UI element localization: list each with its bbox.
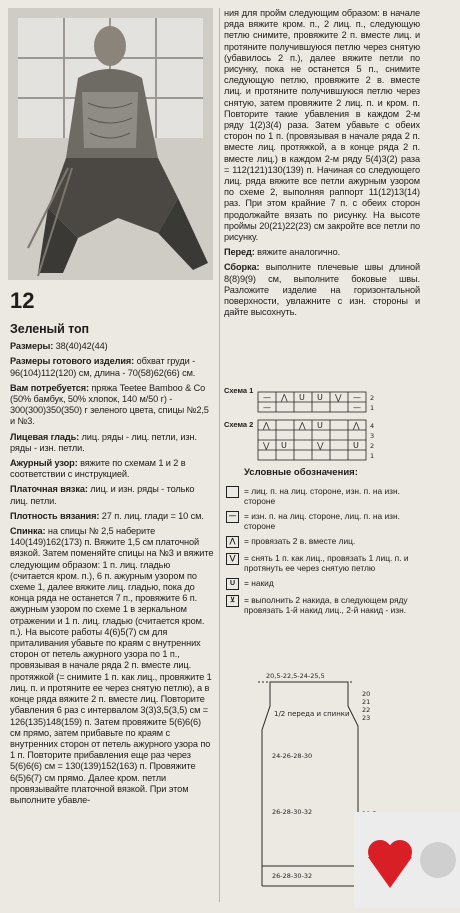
paragraph-front: Перед: вяжите аналогично. (224, 247, 341, 258)
svg-text:—: — (353, 403, 361, 412)
scheme-1-row-2: 2 (370, 394, 375, 402)
scheme-2-row-1: 1 (370, 452, 375, 460)
side-measure-1: 20 (362, 690, 371, 698)
model-photo (8, 8, 213, 280)
paragraph-finished-size: Размеры готового изделия: обхват груди - 96(104)112(120) см, длина - 70(58)62(66) см. (10, 356, 196, 378)
svg-text:⋀: ⋀ (263, 421, 270, 430)
yarn-over-symbol-icon: U (226, 578, 239, 590)
scheme-2-row-4: 4 (370, 422, 375, 430)
column-divider (219, 8, 220, 902)
paragraph-lace: Ажурный узор: вяжите по схемам 1 и 2 в соответствии с инструкцией. (10, 458, 186, 480)
left-column (10, 324, 214, 810)
bottom-width-label: 26-28-30-32 (272, 872, 313, 880)
article-title: Зеленый топ (10, 322, 89, 336)
watermark-logo (354, 812, 460, 908)
piece-label: 1/2 переда и спинки (274, 710, 350, 718)
paragraph-armholes: ния для пройм следующим образом: в начале ряда вяжите кром. п., 2 лиц. п., следующую петлю снимите, провяжите 2 п. вместе лиц. и протяните получившуюся петлю через снятую (убавилось 2 п.), далее вяжите петли по рисунку, пока не останется 5 п., снимите следующую петлю, провяжите 2 в. вместе лиц. и протяните получившуюся петлю через снятую, затем провяжите 2 лиц. п. и кром. п. Повторите такие убавления в каждом 2-м ряду 1(2)3(4) раза. Затем убавьте с обеих сторон по 1 п. (провязывая в начале ряда 2 п. вместе лиц. протяжкой, а в конце ряда 2 п. вместе лиц.) в каждом 2-м ряду 5(4)3(2) раза = 112(121)130(139) п. Начиная со следующего лиц. ряда вяжите все петли ажурным узором по схеме 2, выполняя раппорт 11(12)13(14) раз. При этом крайние 7 п. с обеих сторон продолжайте вязать по рисунку. На высоте проймы 20(21)22(23) см закройте все петли по рисунку. (224, 8, 420, 243)
svg-text:U: U (317, 421, 323, 430)
paragraph-back: Спинка: на спицы № 2,5 наберите 140(149)162(173) п. Вяжите 1,5 см платочной вязкой. Затем поменяйте спицы на №3 и вяжите следующим образом: 1 п. лиц. гладью (считается кром. п.), 6 п. ажурным узором по схеме 1, далее вяжите лиц. гладью, пока до конца ряда не останется 7 п., провяжите 6 п. ажурным узором по схеме 1 в зеркальном отражении и 1 п. лиц. гладью (считается кром. п.). На высоте работы 4(6)5(7) см для приталивания убавьте по краям с внутренних сторон от петель ажурного узора по 1 п., провязывая в начале ряда 2 п. вместе лиц. протяжкой (= снимите 1 п. как лиц., провяжите 1 лиц. п. и протяните ее через снятую петлю), а в конце ряда вяжите 2 п. вместе лиц. Повторите убавления 6 раз с интервалом 3(3)3,5(3,5) см = 126(135)148(159) п. Затем провяжите 5(6)6(6) см прямо, затем прибавьте по краям с внутренних сторон от петель ажурного узора по 1 п. Повторите прибавления еще раз через 5(6)6(6) см = 130(139)152(163) п. Провяжите 6(5)6(7) см прямо. Далее кром. петли провязывайте платочной вязкой. При этом выполните убавле- (10, 526, 214, 805)
paragraph-assembly: Сборка: выполните плечевые швы длиной 8(8)9(9) см, выполните боковые швы. Разложите изделие на горизонтальной поверхности, увлажните с изн. стороны и дайте высохнуть. (224, 262, 420, 318)
purl-symbol-icon: — (226, 511, 239, 523)
side-measure-2: 21 (362, 698, 371, 706)
waist-width-label: 26-28-30-32 (272, 808, 313, 816)
right-column (224, 8, 420, 322)
svg-text:U: U (317, 393, 323, 402)
symbol-double-yo: ⊻ = выполнить 2 накида, в следующем ряду провязать 1-й накид лиц., 2-й накид - изн. (226, 595, 426, 615)
svg-text:⋁: ⋁ (263, 441, 270, 450)
page-number: 12 (10, 288, 35, 313)
symbol-knit: = лиц. п. на лиц. стороне, изн. п. на изн. стороне (226, 486, 426, 506)
svg-text:⋀: ⋀ (353, 421, 360, 430)
symbol-skp: ⋁ = снять 1 п. как лиц., провязать 1 лиц. п. и протянуть ее через снятую петлю (226, 553, 426, 573)
svg-text:U: U (281, 441, 287, 450)
symbol-purl: — = изн. п. на лиц. стороне, лиц. п. на изн. стороне (226, 511, 426, 531)
skp-symbol-icon: ⋁ (226, 553, 239, 565)
svg-text:⋁: ⋁ (317, 441, 324, 450)
scheme-2-chart (254, 418, 384, 464)
paragraph-gauge: Плотность вязания: 27 п. лиц. глади = 10 см. (10, 510, 204, 521)
scheme-1-row-1: 1 (370, 404, 375, 412)
svg-text:⋀: ⋀ (281, 393, 288, 402)
symbols-legend (226, 486, 426, 620)
scheme-2-row-2: 2 (370, 442, 375, 450)
side-measure-3: 22 (362, 706, 371, 714)
svg-text:—: — (263, 393, 271, 402)
svg-text:U: U (353, 441, 359, 450)
mid-width-label: 24-26-28-30 (272, 752, 313, 760)
paragraph-materials: Вам потребуется: пряжа Teetee Bamboo & Co (50% бамбук, 50% хлопок, 140 м/50 г) - 300(300)350(350) г зеленого цвета, спицы №2,5 и №3. (10, 382, 209, 427)
scheme-1-label: Схема 1 (224, 386, 254, 395)
svg-text:⋁: ⋁ (335, 393, 342, 402)
knit-symbol-icon (226, 486, 239, 498)
symbol-yo: U = накид (226, 578, 426, 590)
scheme-1-chart (254, 390, 384, 416)
paragraph-sizes: Размеры: 38(40)42(44) (10, 341, 108, 352)
svg-text:U: U (299, 393, 305, 402)
side-measure-4: 23 (362, 714, 371, 722)
svg-text:⋀: ⋀ (299, 421, 306, 430)
double-yarn-over-symbol-icon: ⊻ (226, 595, 239, 607)
symbol-k2tog: ⋀ = провязать 2 в. вместе лиц. (226, 536, 426, 548)
top-width-label: 20,5-22,5-24-25,5 (266, 672, 325, 680)
svg-text:—: — (263, 403, 271, 412)
paragraph-garter: Платочная вязка: лиц. и изн. ряды - только лиц. петли. (10, 484, 195, 506)
scheme-2-label: Схема 2 (224, 420, 254, 429)
symbols-title: Условные обозначения: (244, 467, 358, 478)
svg-text:—: — (353, 393, 361, 402)
scheme-2-row-3: 3 (370, 432, 375, 440)
paragraph-stockinette: Лицевая гладь: лиц. ряды - лиц. петли, изн. ряды - изн. петли. (10, 431, 197, 453)
k2tog-symbol-icon: ⋀ (226, 536, 239, 548)
